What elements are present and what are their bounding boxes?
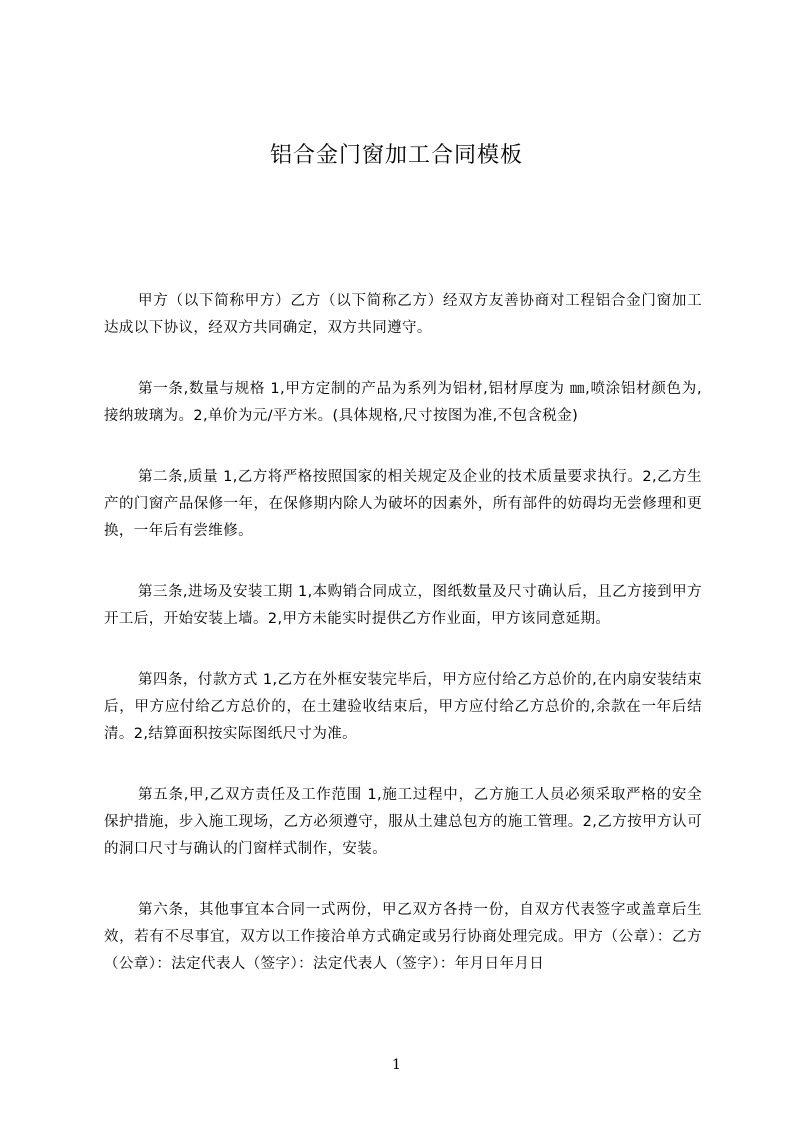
page-title: 铝合金门窗加工合同模板 <box>269 143 523 168</box>
paragraph-article-6-other: 第六条，其他事宜本合同一式两份，甲乙双方各持一份，自双方代表签字或盖章后生效，若有不尽事宜，双方以工作接洽单方式确定或另行协商处理完成。甲方（公章）：乙方（公章）：法定代表人（签字）：法定代表人（签字）：年月日年月日 <box>104 902 702 972</box>
document-body <box>104 288 702 1012</box>
paragraph-article-4-payment: 第四条，付款方式 1,乙方在外框安装完毕后，甲方应付给乙方总价的,在内扇安装结束后，甲方应付给乙方总价的，在土建验收结束后，甲方应付给乙方总价的,余款在一年后结清。2,结算面积按实际图纸尺寸为准。 <box>104 672 702 742</box>
page-number: 1 <box>392 1057 401 1073</box>
paragraph-intro: 甲方（以下简称甲方）乙方（以下简称乙方）经双方友善协商对工程铝合金门窗加工达成以下协议，经双方共同确定，双方共同遵守。 <box>104 293 702 336</box>
paragraph-article-2-quality: 第二条,质量 1,乙方将严格按照国家的相关规定及企业的技术质量要求执行。2,乙方生产的门窗产品保修一年，在保修期内除人为破坏的因素外，所有部件的妨碍均无尝修理和更换，一年后有尝维修。 <box>104 469 702 539</box>
paragraph-article-3-installation: 第三条,进场及安装工期 1,本购销合同成立，图纸数量及尺寸确认后，且乙方接到甲方开工后，开始安装上墙。2,甲方未能实时提供乙方作业面，甲方该同意延期。 <box>104 584 702 627</box>
paragraph-article-5-responsibilities: 第五条,甲,乙双方责任及工作范围 1,施工过程中，乙方施工人员必须采取严格的安全保护措施，步入施工现场，乙方必须遵守，服从土建总包方的施工管理。2,乙方按甲方认可的洞口尺寸与确认的门窗样式制作，安装。 <box>104 787 702 857</box>
paragraph-article-1-quantity-specs: 第一条,数量与规格 1,甲方定制的产品为系列为铝材,铝材厚度为 ㎜,喷涂铝材颜色为,接纳玻璃为。2,单价为元/平方米。(具体规格,尺寸按图为准,不包含税金) <box>104 381 702 424</box>
